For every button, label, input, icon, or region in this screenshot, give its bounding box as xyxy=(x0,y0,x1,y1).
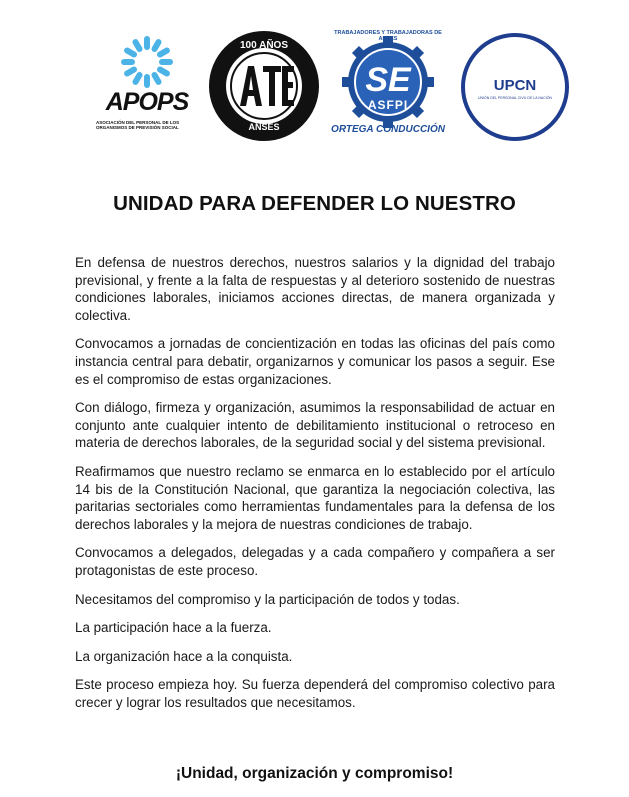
apops-name: APOPS xyxy=(105,88,189,116)
ate-bottom-text: ANSES xyxy=(248,122,280,132)
paragraph-8: La organización hace a la conquista. xyxy=(75,648,293,664)
apops-logo xyxy=(88,36,206,136)
upcn-logo xyxy=(460,32,570,142)
se-arc-top: TRABAJADORES Y TRABAJADORAS DE ANSES xyxy=(334,30,442,42)
upcn-name: UPCN xyxy=(493,77,537,94)
paragraph-7: La participación hace a la fuerza. xyxy=(75,620,272,636)
se-arc-bottom: ORTEGA CONDUCCIÓN xyxy=(331,124,445,135)
se-asfpi-logo xyxy=(328,28,448,144)
apops-burst-icon xyxy=(116,36,178,88)
ate-logo xyxy=(208,30,320,142)
apops-tagline: ASOCIACIÓN DEL PERSONAL DE LOS ORGANISMOS DE PREVISIÓN SOCIAL xyxy=(96,120,180,130)
logo-strip xyxy=(0,28,629,146)
paragraph-3: Con diálogo, firmeza y organización, asumimos la responsabilidad de actuar en conjunto ante cualquier intento de debilitamiento institucional o retroceso en materia de derechos laborales, de la seguridad social y del sistema previsional. xyxy=(75,400,555,451)
paragraph-9: Este proceso empieza hoy. Su fuerza dependerá del compromiso colectivo para crecer y lograr los resultados que necesitamos. xyxy=(75,677,555,710)
statement-body xyxy=(75,254,555,722)
se-mark: SE xyxy=(365,61,411,99)
ate-top-text: 100 AÑOS xyxy=(240,40,288,51)
upcn-tagline: UNIÓN DEL PERSONAL CIVIL DE LA NACIÓN xyxy=(478,96,552,100)
paragraph-6: Necesitamos del compromiso y la participación de todos y todas. xyxy=(75,591,460,607)
paragraph-4: Reafirmamos que nuestro reclamo se enmarca en lo establecido por el artículo 14 bis de la Constitución Nacional, que garantiza la negociación colectiva, las paritarias sectoriales como herramientas fundamentales para la defensa de los derechos laborales y la mejora de nuestras condiciones de trabajo. xyxy=(75,463,555,532)
page-title: UNIDAD PARA DEFENDER LO NUESTRO xyxy=(113,192,516,215)
closing-slogan: ¡Unidad, organización y compromiso! xyxy=(175,765,454,782)
paragraph-5: Convocamos a delegados, delegadas y a cada compañero y compañera a ser protagonistas de este proceso. xyxy=(75,545,555,578)
se-sub: ASFPI xyxy=(367,98,409,112)
paragraph-1: En defensa de nuestros derechos, nuestros salarios y la dignidad del trabajo previsional, y frente a la falta de respuestas y al deterioro sostenido de nuestras condiciones laborales, iniciamos acciones directas, de manera organizada y colectiva. xyxy=(75,255,555,323)
paragraph-2: Convocamos a jornadas de concientización en todas las oficinas del país como instancia central para debatir, organizarnos y comunicar los pasos a seguir. Ese es el compromiso de estas organizaciones. xyxy=(75,336,555,387)
